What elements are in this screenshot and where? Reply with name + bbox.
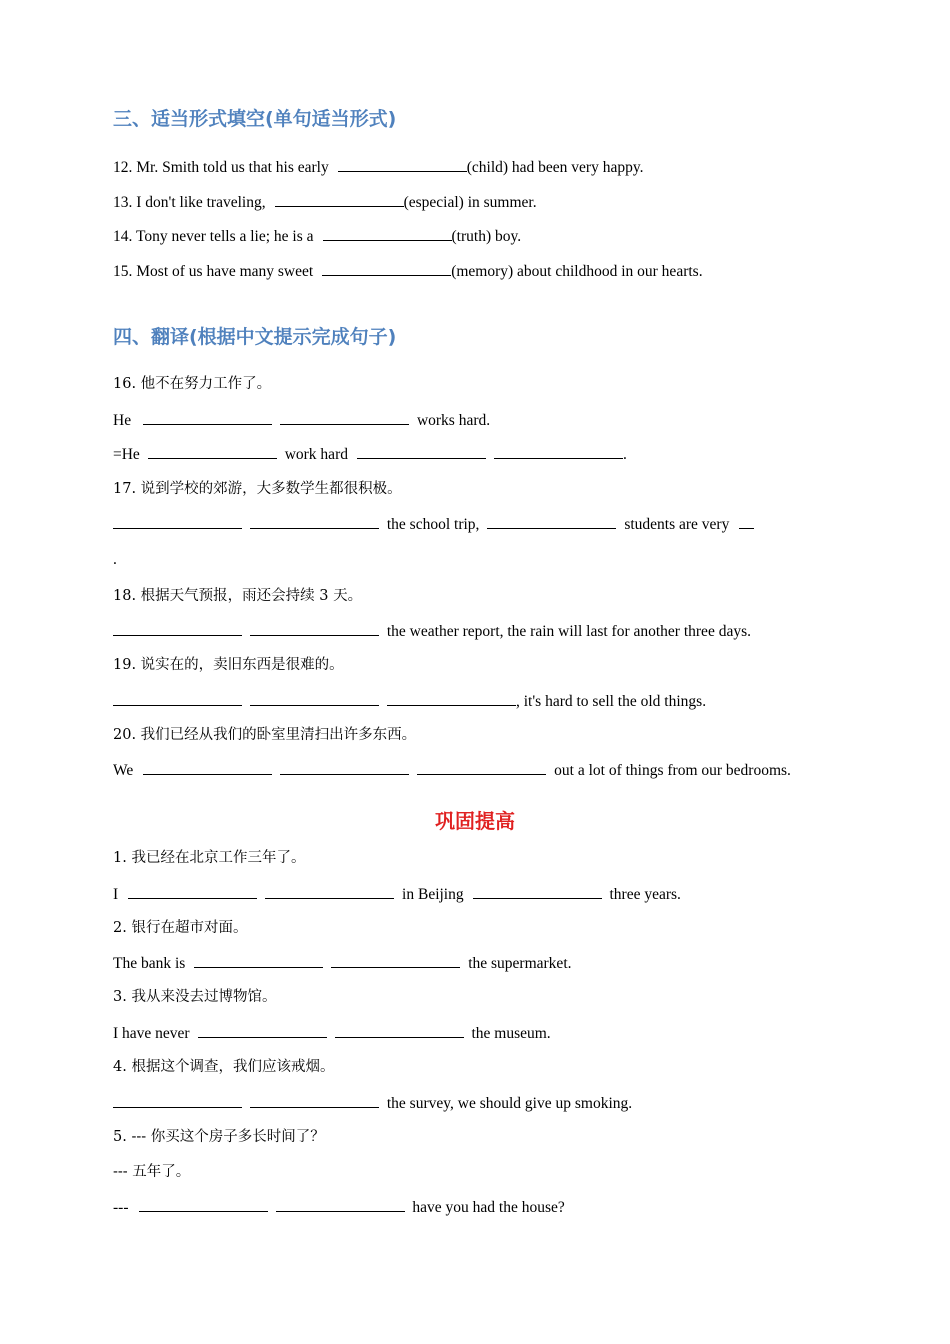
consolidate-q5-line: --- have you had the house? xyxy=(113,1199,565,1216)
blank[interactable] xyxy=(357,444,486,459)
blank[interactable] xyxy=(143,760,272,775)
blank[interactable] xyxy=(280,410,409,425)
blank[interactable] xyxy=(322,261,451,276)
question-19-line: , it's hard to sell the old things. xyxy=(113,691,706,712)
consolidate-q4-prompt: 4. 根据这个调查，我们应该戒烟。 xyxy=(113,1059,335,1075)
consolidate-q2-prompt: 2. 银行在超市对面。 xyxy=(113,920,248,936)
blank[interactable] xyxy=(335,1023,464,1038)
question-19-prompt: 19. 说实在的，卖旧东西是很难的。 xyxy=(113,657,344,673)
consolidate-q1-prompt: 1. 我已经在北京工作三年了。 xyxy=(113,850,306,866)
section-4-heading: 四、翻译(根据中文提示完成句子) xyxy=(113,326,397,348)
blank[interactable] xyxy=(198,1023,327,1038)
blank[interactable] xyxy=(250,691,379,706)
question-20-line: We out a lot of things from our bedrooms. xyxy=(113,762,791,779)
question-15: 15. Most of us have many sweet (memory) about childhood in our hearts. xyxy=(113,263,703,280)
blank[interactable] xyxy=(276,1197,405,1212)
blank[interactable] xyxy=(148,444,277,459)
consolidate-q5-prompt: 5. --- 你买这个房子多长时间了？ xyxy=(113,1129,325,1145)
blank[interactable] xyxy=(250,621,379,636)
question-17-continuation: . xyxy=(113,551,117,568)
blank[interactable] xyxy=(113,691,242,706)
blank[interactable] xyxy=(323,226,452,241)
blank[interactable] xyxy=(473,884,602,899)
blank[interactable] xyxy=(113,621,242,636)
consolidate-q1-line: I in Beijing three years. xyxy=(113,886,681,903)
blank[interactable] xyxy=(280,760,409,775)
consolidate-q3-line: I have never the museum. xyxy=(113,1025,551,1042)
blank[interactable] xyxy=(128,884,257,899)
blank[interactable] xyxy=(113,1093,242,1108)
blank[interactable] xyxy=(113,514,242,529)
blank[interactable] xyxy=(487,514,616,529)
question-12: 12. Mr. Smith told us that his early (child) had been very happy. xyxy=(113,159,644,176)
consolidate-q5-answer: --- 五年了。 xyxy=(113,1164,191,1180)
blank[interactable] xyxy=(739,514,754,529)
question-13: 13. I don't like traveling, (especial) in summer. xyxy=(113,194,537,211)
consolidate-q2-line: The bank is the supermarket. xyxy=(113,955,572,972)
blank[interactable] xyxy=(417,760,546,775)
question-14: 14. Tony never tells a lie; he is a (truth) boy. xyxy=(113,228,522,245)
question-20-prompt: 20. 我们已经从我们的卧室里清扫出许多东西。 xyxy=(113,727,417,743)
question-16-line-1: He works hard. xyxy=(113,412,491,429)
blank[interactable] xyxy=(194,953,323,968)
blank[interactable] xyxy=(265,884,394,899)
question-17-line: the school trip, students are very xyxy=(113,514,758,535)
question-17-prompt: 17. 说到学校的郊游，大多数学生都很积极。 xyxy=(113,481,402,497)
blank[interactable] xyxy=(250,514,379,529)
blank[interactable] xyxy=(338,157,467,172)
blank[interactable] xyxy=(331,953,460,968)
blank[interactable] xyxy=(139,1197,268,1212)
consolidate-q3-prompt: 3. 我从来没去过博物馆。 xyxy=(113,989,277,1005)
blank[interactable] xyxy=(250,1093,379,1108)
blank[interactable] xyxy=(143,410,272,425)
blank[interactable] xyxy=(387,691,516,706)
blank[interactable] xyxy=(494,444,623,459)
consolidate-q4-line: the survey, we should give up smoking. xyxy=(113,1093,632,1114)
consolidate-heading: 巩固提高 xyxy=(435,809,515,833)
section-3-heading: 三、适当形式填空(单句适当形式) xyxy=(113,108,397,130)
question-18-prompt: 18. 根据天气预报，雨还会持续 3 天。 xyxy=(113,588,363,604)
question-16-prompt: 16. 他不在努力工作了。 xyxy=(113,376,272,392)
question-16-line-2: =He work hard . xyxy=(113,446,627,463)
blank[interactable] xyxy=(275,192,404,207)
question-18-line: the weather report, the rain will last for another three days. xyxy=(113,621,751,642)
